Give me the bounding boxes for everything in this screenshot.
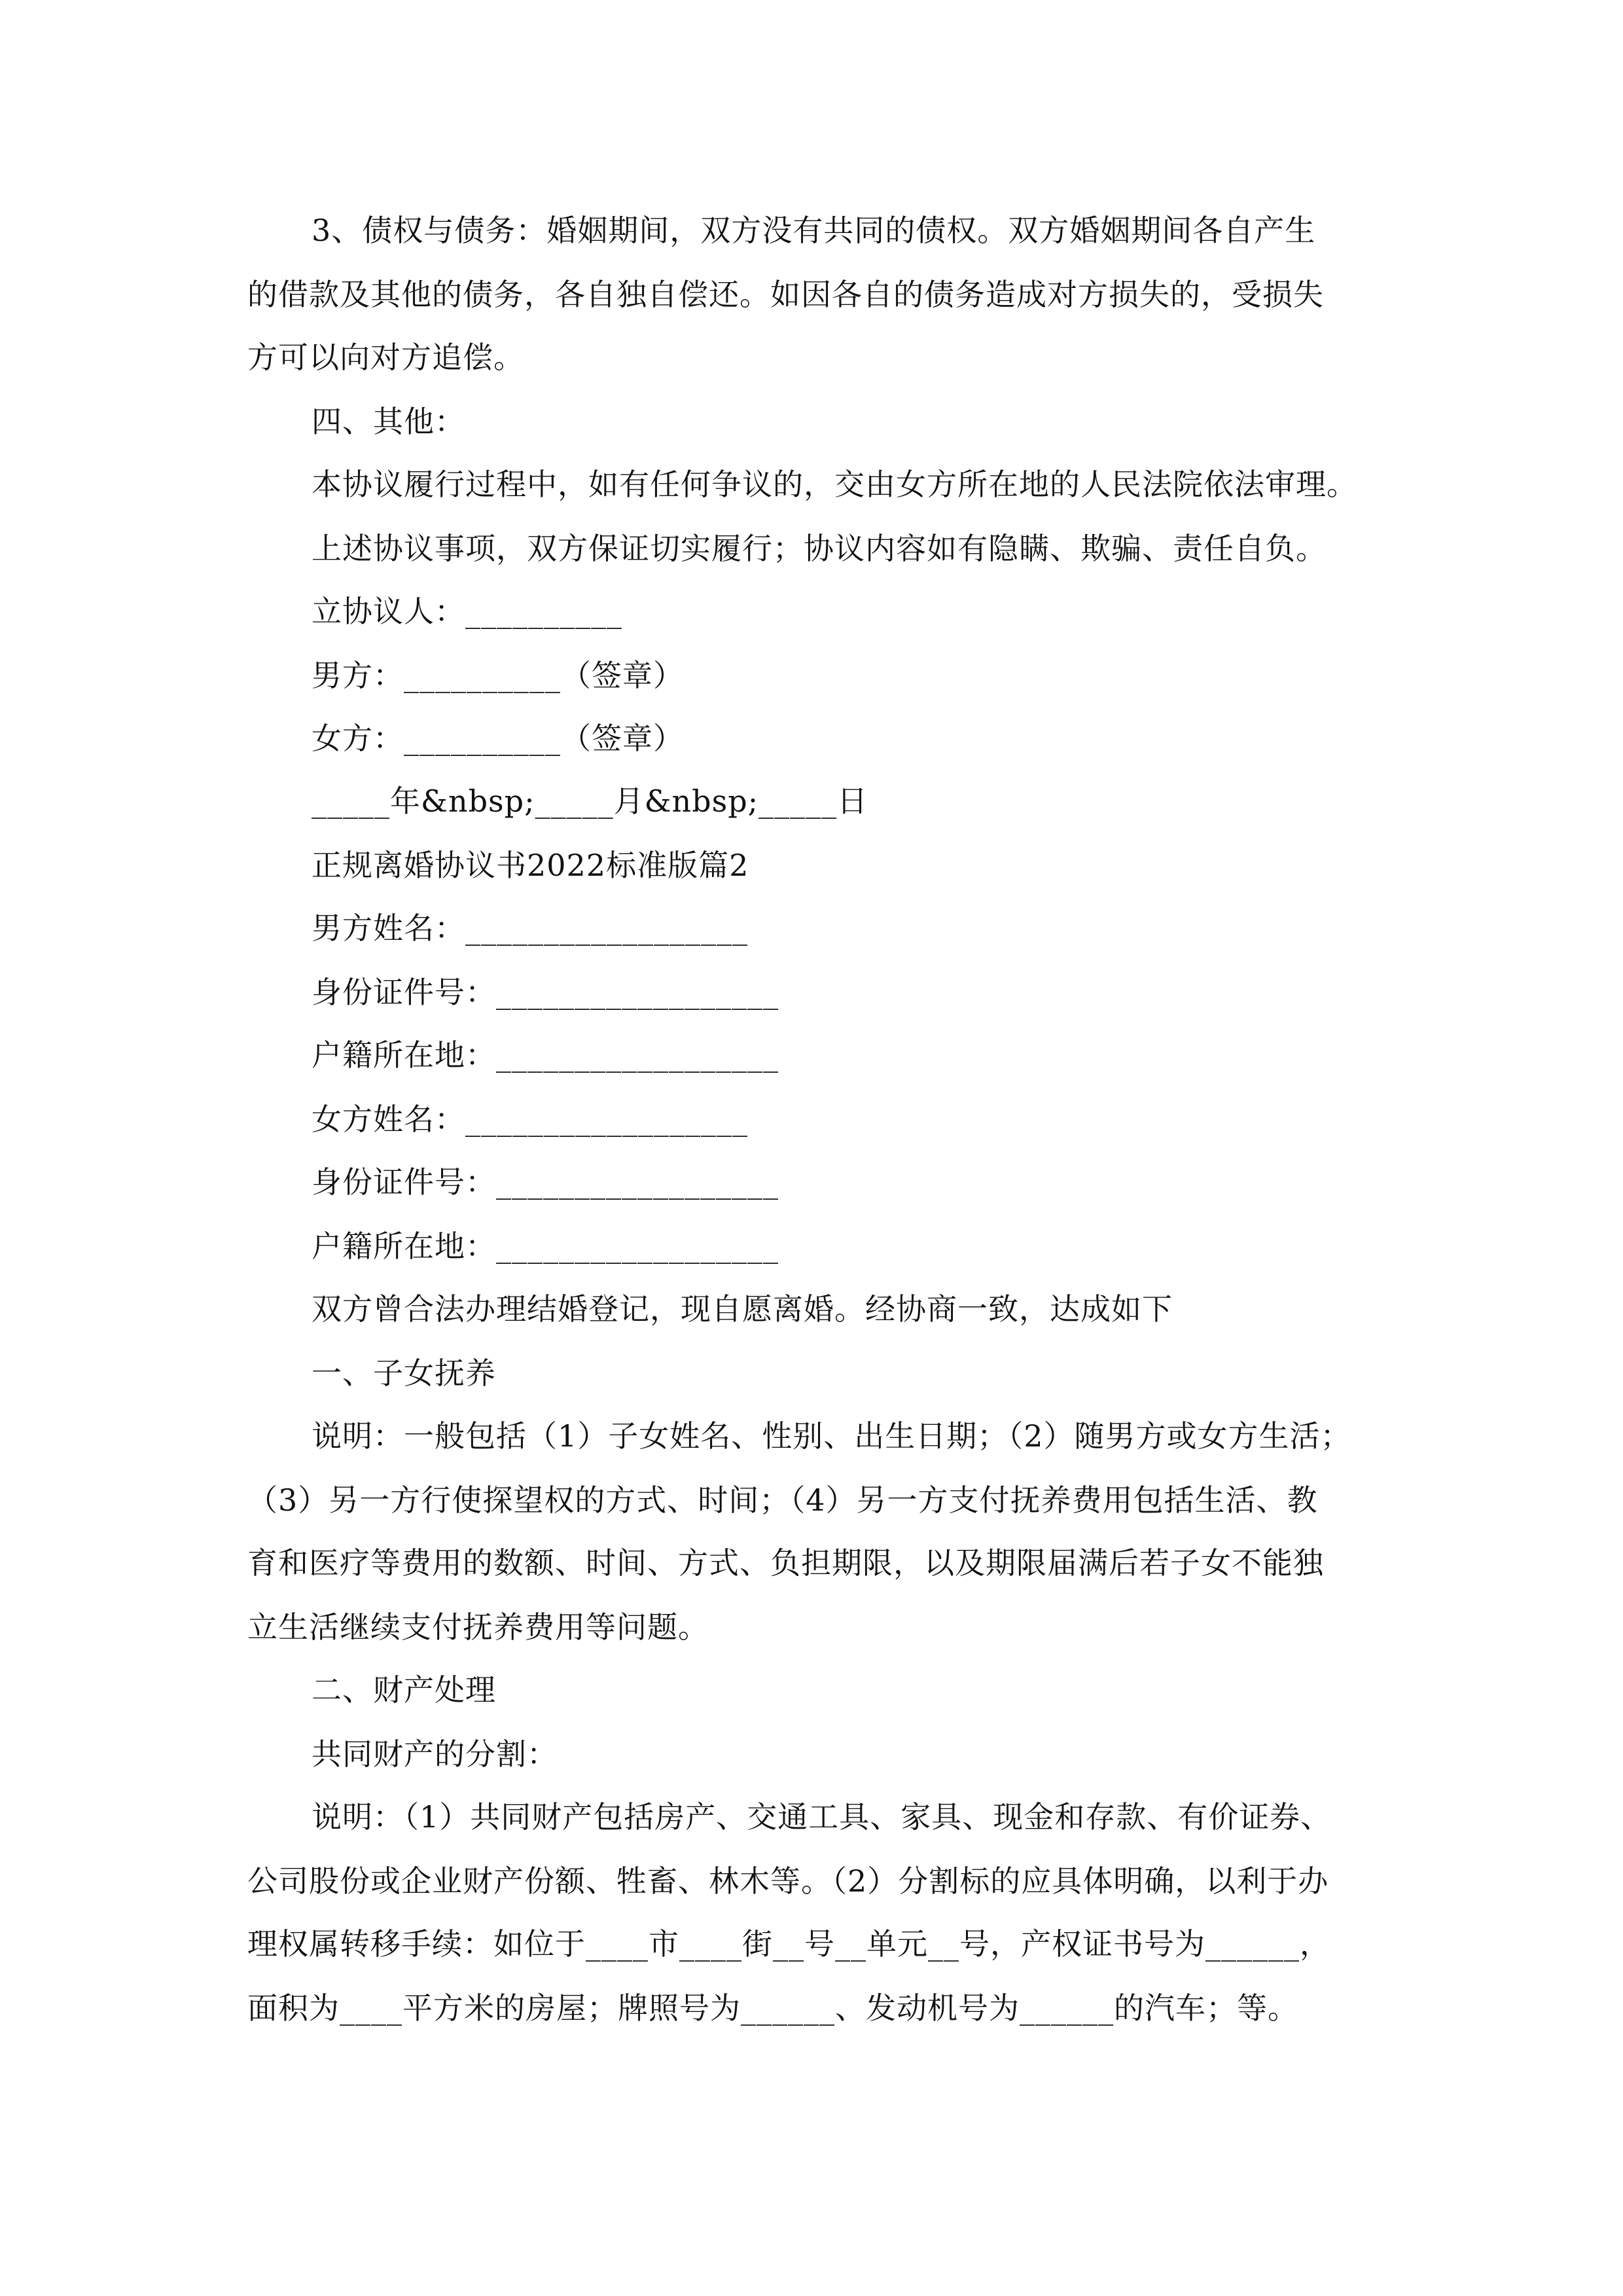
para-dispute: 本协议履行过程中，如有任何争议的，交由女方所在地的人民法院依法审理。 (312, 467, 1357, 502)
para-children-line-4: 立生活继续支付抚养费用等问题。 (247, 1609, 709, 1645)
section-2-title: 正规离婚协议书2022标准版篇2 (312, 848, 749, 883)
female-hukou-line (312, 1227, 1454, 1266)
male-label: 男方： (312, 658, 404, 693)
heading-other: 四、其他： (312, 404, 465, 439)
para-children-line-2: （3）另一方行使探望权的方式、时间；（4）另一方支付抚养费用包括生活、教 (247, 1482, 1318, 1518)
female-name-blank: __________________ (465, 1102, 748, 1137)
male-name-blank: __________________ (465, 910, 748, 946)
male-seal-note: （签章） (561, 658, 684, 693)
para-guarantee: 上述协议事项，双方保证切实履行；协议内容如有隐瞒、欺骗、责任自负。 (312, 531, 1327, 566)
para-debt-line-1: 3、债权与债务：婚姻期间，双方没有共同的债权。双方婚姻期间各自产生 (312, 213, 1316, 248)
male-hukou-label: 户籍所在地： (312, 1037, 496, 1073)
heading-property: 二、财产处理 (312, 1672, 496, 1708)
male-hukou-blank: __________________ (496, 1037, 779, 1073)
female-name-line (312, 1100, 1454, 1139)
para-debt-line-2: 的借款及其他的债务，各自独自偿还。如因各自的债务造成对方损失的，受损失 (247, 277, 1324, 312)
female-hukou-label: 户籍所在地： (312, 1229, 496, 1264)
agreement-person-label: 立协议人： (312, 594, 465, 629)
para-property-line-1: 说明：（1）共同财产包括房产、交通工具、家具、现金和存款、有价证券、 (312, 1799, 1332, 1835)
female-id-label: 身份证件号： (312, 1164, 496, 1200)
agreement-person-blank: __________ (465, 594, 622, 629)
female-id-blank: __________________ (496, 1164, 779, 1200)
para-debt-line-3: 方可以向对方追偿。 (247, 340, 524, 375)
heading-children: 一、子女抚养 (312, 1355, 496, 1391)
para-property-line-3: 理权属转移手续：如位于____市____街__号__单元__号，产权证书号为______， (247, 1926, 1330, 1962)
male-hukou-line (312, 1035, 1454, 1075)
female-id-line (312, 1162, 1454, 1202)
male-signature-line (312, 656, 1454, 695)
para-intro: 双方曾合法办理结婚登记，现自愿离婚。经协商一致，达成如下 (312, 1291, 1173, 1327)
para-property-line-4: 面积为____平方米的房屋；牌照号为______、发动机号为______的汽车；等。 (247, 1990, 1298, 2026)
date-line: _____年&nbsp;_____月&nbsp;_____日 (312, 783, 868, 819)
male-name-label: 男方姓名： (312, 910, 465, 946)
female-seal-note: （签章） (561, 721, 684, 756)
para-property-line-2: 公司股份或企业财产份额、牲畜、林木等。（2）分割标的应具体明确，以利于办 (247, 1863, 1329, 1899)
female-name-label: 女方姓名： (312, 1102, 465, 1137)
female-signature-blank: __________ (404, 721, 561, 756)
para-children-line-3: 育和医疗等费用的数额、时间、方式、负担期限，以及期限届满后若子女不能独 (247, 1545, 1324, 1581)
subheading-common-property: 共同财产的分割： (312, 1736, 558, 1772)
female-hukou-blank: __________________ (496, 1229, 779, 1264)
female-signature-line (312, 719, 1454, 758)
female-label: 女方： (312, 721, 404, 756)
male-id-label: 身份证件号： (312, 975, 496, 1010)
male-signature-blank: __________ (404, 658, 561, 693)
male-id-line (312, 973, 1454, 1012)
para-children-line-1: 说明：一般包括（1）子女姓名、性别、出生日期；（2）随男方或女方生活； (312, 1418, 1351, 1454)
male-name-line (312, 908, 1454, 948)
agreement-person-line (312, 592, 1454, 631)
male-id-blank: __________________ (496, 975, 779, 1010)
